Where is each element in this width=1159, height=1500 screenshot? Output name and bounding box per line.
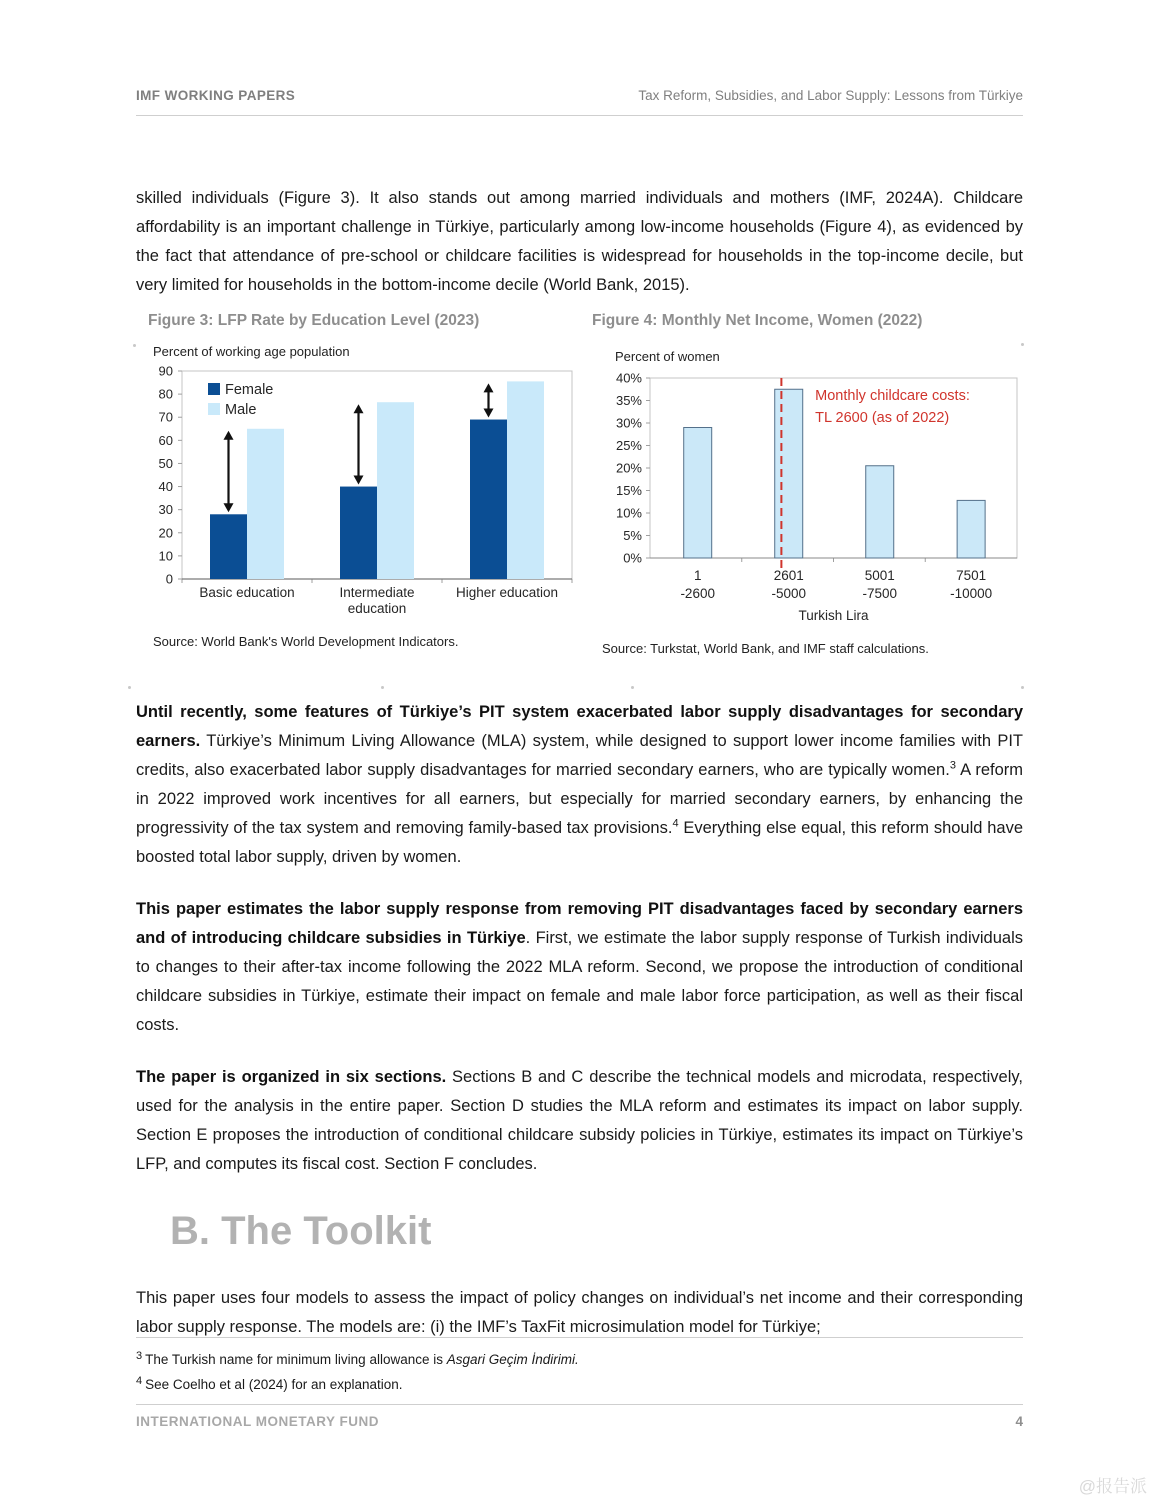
body-paragraph: Until recently, some features of Türkiye’s PIT system exacerbated labor supply disadvantages for secondary earners. Türkiye’s Minimum Living Allowance (MLA) system, while designed to support lower income families with PIT credits, also exacerbated labor supply disadvantages for married secondary earners, who are typically women.$^3$ A reform in 2022 improved work incentives for all earners, but especially for married secondary earners, by enhancing the progressivity of the tax system and removing family-based tax provisions.$^4$ Everything else equal, this reform should have boosted total labor supply, driven by women.	[136, 703, 1023, 866]
footnote-marker: 3	[136, 1349, 143, 1362]
svg-text:-5000: -5000	[771, 586, 806, 601]
svg-text:Basic education: Basic education	[199, 585, 295, 600]
body-paragraph: The paper is organized in six sections. Sections B and C describe the technical models and microdata, respectively, used for the analysis in the entire paper. Section D studies the MLA reform and estimates its impact on labor supply. Section E proposes the introduction of conditional childcare subsidy policies in Türkiye, estimates its impact on Türkiye’s LFP, and computes its fiscal cost. Section F concludes.	[136, 1068, 1023, 1173]
figure3-chart	[136, 363, 580, 621]
footnotes-block	[136, 1337, 1023, 1397]
svg-text:10%: 10%	[615, 505, 642, 521]
svg-text:60: 60	[158, 432, 173, 448]
watermark: @报告派	[1078, 1477, 1147, 1496]
body-paragraph: This paper estimates the labor supply response from removing PIT disadvantages faced by secondary earners and of introducing childcare subsidies in Türkiye. First, we estimate the labor supply response of Turkish individuals to changes to their after-tax income following the 2022 MLA reform. Second, we propose the introduction of conditional childcare subsidies in Türkiye, estimate their impact on female and male labor force participation, as well as their fiscal costs.	[136, 900, 1023, 1034]
page-artifact-dot	[631, 686, 634, 689]
figure3-block	[136, 312, 580, 656]
svg-text:35%: 35%	[615, 393, 642, 408]
svg-text:Male: Male	[225, 402, 257, 418]
svg-text:education: education	[347, 601, 407, 616]
figure4-axis-caption: Percent of women	[615, 349, 720, 364]
svg-text:15%: 15%	[615, 483, 642, 498]
page-artifact-dot	[133, 344, 136, 347]
svg-text:5001: 5001	[864, 568, 895, 583]
svg-text:-10000: -10000	[950, 586, 993, 601]
header-paper-title: Tax Reform, Subsidies, and Labor Supply: Lessons from Türkiye	[638, 88, 1023, 103]
svg-text:25%: 25%	[615, 438, 642, 453]
page-artifact-dot	[128, 686, 131, 689]
svg-text:0%: 0%	[623, 550, 642, 566]
page-header	[136, 88, 1023, 116]
svg-text:70: 70	[158, 409, 173, 425]
figure4-chart	[592, 368, 1029, 628]
figure4-block	[592, 312, 1029, 656]
svg-text:-2600: -2600	[680, 586, 715, 601]
intro-paragraph: skilled individuals (Figure 3). It also stands out among married individuals and mothers (IMF, 2024A). Childcare affordability is an important challenge in Türkiye, particularly among low-income households (Figure 4), as evidenced by the fact that attendance of pre-school or childcare facilities is widespread for households in the top-income decile, but very limited for households in the bottom-income decile (World Bank, 2015).	[136, 189, 1023, 294]
svg-text:Intermediate: Intermediate	[339, 585, 415, 600]
page-artifact-dot	[1021, 686, 1024, 689]
svg-text:5%: 5%	[623, 528, 642, 543]
figure3-source: Source: World Bank's World Development Indicators.	[153, 634, 459, 649]
header-series-label: IMF WORKING PAPERS	[136, 88, 296, 103]
svg-text:30%: 30%	[615, 415, 642, 431]
page-artifact-dot	[1021, 343, 1024, 346]
footnote	[136, 1347, 1023, 1372]
svg-text:30: 30	[158, 502, 173, 518]
svg-text:7501: 7501	[956, 568, 987, 583]
footnote-marker: 4	[136, 1374, 143, 1387]
svg-text:20%: 20%	[615, 460, 642, 476]
svg-text:20: 20	[158, 525, 173, 541]
svg-text:40%: 40%	[615, 370, 642, 386]
footnote	[136, 1372, 1023, 1397]
svg-text:50: 50	[158, 455, 173, 471]
page-artifact-dot	[381, 686, 384, 689]
figure4-source: Source: Turkstat, World Bank, and IMF staff calculations.	[602, 641, 929, 656]
svg-text:Higher education: Higher education	[455, 585, 559, 600]
footnote-text: The Turkish name for minimum living allowance is Asgari Geçim İndirimi.	[145, 1352, 579, 1367]
svg-text:40: 40	[158, 479, 173, 495]
body-text	[136, 698, 1023, 1365]
figure4-title: Figure 4: Monthly Net Income, Women (2022)	[592, 312, 923, 329]
footer-institution: INTERNATIONAL MONETARY FUND	[136, 1414, 379, 1429]
page-number: 4	[1015, 1414, 1023, 1429]
svg-text:2601: 2601	[773, 568, 804, 583]
figure3-title: Figure 3: LFP Rate by Education Level (2023)	[148, 312, 480, 329]
figure3-axis-caption: Percent of working age population	[153, 344, 350, 359]
svg-text:80: 80	[158, 386, 173, 402]
svg-text:0: 0	[165, 571, 173, 587]
svg-text:Monthly childcare costs:: Monthly childcare costs:	[815, 388, 970, 404]
svg-text:Female: Female	[225, 382, 274, 398]
svg-text:Turkish Lira: Turkish Lira	[798, 608, 869, 623]
page-footer	[136, 1404, 1023, 1429]
svg-text:TL 2600 (as of 2022): TL 2600 (as of 2022)	[815, 410, 950, 426]
svg-text:-7500: -7500	[862, 586, 898, 601]
svg-text:90: 90	[158, 363, 173, 379]
body-paragraph: This paper uses four models to assess the impact of policy changes on individual’s net income and their corresponding labor supply response. The models are: (i) the IMF’s TaxFit microsimulation model for Türkiye;	[136, 1289, 1023, 1336]
svg-text:10: 10	[158, 548, 173, 564]
svg-text:1: 1	[693, 568, 702, 583]
figures-row	[136, 312, 1041, 656]
footnote-text: See Coelho et al (2024) for an explanation.	[145, 1377, 403, 1392]
section-heading: B. The Toolkit	[170, 1209, 432, 1253]
